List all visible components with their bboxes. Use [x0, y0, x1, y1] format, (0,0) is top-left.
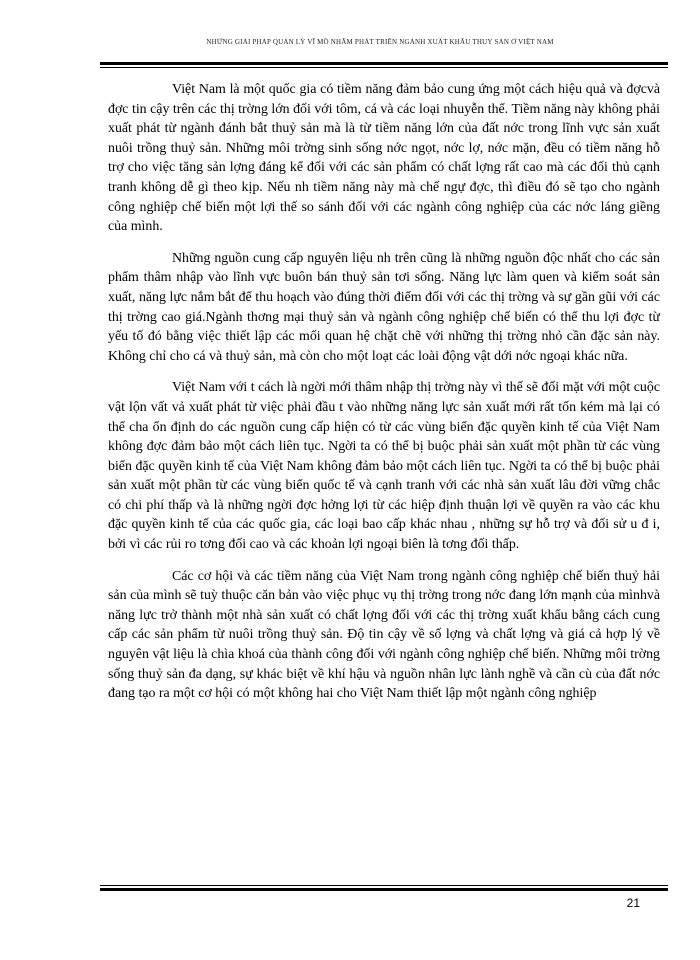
- running-header: NHỮNG GIẢI PHÁP QUẢN LÝ VĨ MÔ NHẰM PHÁT TRIỂN NGÀNH XUẤT KHẨU THUỶ SẢN Ở VIỆT NAM: [206, 38, 554, 46]
- footer-rule-thick: [100, 888, 668, 891]
- page-number: 21: [626, 896, 640, 910]
- paragraph-4: Các cơ hội và các tiềm năng của Việt Nam trong ngành công nghiệp chế biến thuỷ hải sản của mình sẽ tuỳ thuộc căn bản vào việc phục vụ thị trờng trong nớc đang lớn mạnh của mìnhvà năng lực trở thành một nhà sản xuất có chất lợng đối với các thị trờng xuất khẩu bằng cách cung cấp các sản phẩm từ nuôi trồng thuỷ sản. Độ tin cậy về số lợng và chất lợng và giá cả hợp lý về nguyên vật liệu là chìa khoá của thành công đối với ngành công nghiệp chế biến. Những môi trờng sống thuỷ sản đa dạng, sự khác biệt về khí hậu và nguồn nhân lực lành nghề và cần cù của đất nớc đang tạo ra một cơ hội có một không hai cho Việt Nam thiết lập một ngành công nghiệp: [108, 568, 660, 702]
- header-rule-thick: [100, 62, 668, 65]
- paragraph-1: Việt Nam là một quốc gia có tiềm năng đảm bảo cung ứng một cách hiệu quả và đợcvà đợc tin cậy trên các thị trờng lớn đối với tôm, cá và các loại nhuyễn thể. Tiềm năng này không phải xuất phát từ ngành đánh bắt thuỷ sản mà là từ tiềm năng lớn của đất nớc trong lĩnh vực sản xuất nuôi trồng thuỷ sản. Những môi trờng sinh sống nớc ngọt, nớc lợ, nớc mặn, đều có tiềm năng hỗ trợ cho việc tăng sản lợng đáng kể đối với các sản phẩm có chất lợng rất cao mà các đối thủ cạnh tranh không dễ gì theo kịp. Nếu nh tiềm năng này mà chế ngự đợc, thì điều đó sẽ tạo cho ngành công nghiệp chế biến một lợi thế so sánh đối với các ngành công nghiệp của các nớc láng giềng của mình.: [108, 82, 660, 235]
- document-body: [108, 80, 660, 870]
- footer-rule-thin: [100, 885, 668, 886]
- paragraph-2: Những nguồn cung cấp nguyên liệu nh trên cũng là những nguồn độc nhất cho các sản phẩm thâm nhập vào lĩnh vực buôn bán thuỷ sản tơi sống. Năng lực làm quen và kiểm soát sản xuất, năng lực nắm bắt để thu hoạch vào đúng thời điểm đối với các thị trờng và sự gần gũi với các thị trờng cao giá.Ngành thơng mại thuỷ sản và ngành công nghiệp chế biến có thể thu lợi đợc từ yếu tố đó bằng việc thiết lập các mối quan hệ chặt chẽ với những thị trờng nhỏ cần đặc sản này. Không chỉ cho cá và thuỷ sản, mà còn cho một loạt các loài động vật dới nớc ngoại khác nữa.: [108, 250, 660, 364]
- header-rule-thin: [100, 67, 668, 68]
- paragraph-3: Việt Nam với t cách là ngời mới thâm nhập thị trờng này vì thế sẽ đối mặt với một cuộc vật lộn vất vả xuất phát từ việc phải đầu t vào những năng lực sản xuất mới rất tốn kém mà lại có thể cha ổn định do các nguồn cung cấp hiện có từ các vùng biển đặc quyền kinh tế của Việt Nam không đợc đảm bảo một cách liên tục. Ngời ta có thể bị buộc phải sản xuất một phần từ các vùng biển đặc quyền kinh tế của Việt Nam không đảm bảo một cách liên tục. Ngời ta có thể bị buộc phải sản xuất một phần từ các vùng biển quốc tế và cạnh tranh với các nhà sản xuất lâu đời vững chắc có chi phí thấp và là những ngời đợc hởng lợi từ các hiệp định thuận lợi về quyền ra vào các khu đặc quyền kinh tế của các quốc gia, các loại bao cấp khác nhau , những sự hỗ trợ và đối sử u đ i, bởi vì các rủi ro tơng đối cao và các khoản lợi ngoại biên là tơng đối thấp.: [108, 380, 660, 553]
